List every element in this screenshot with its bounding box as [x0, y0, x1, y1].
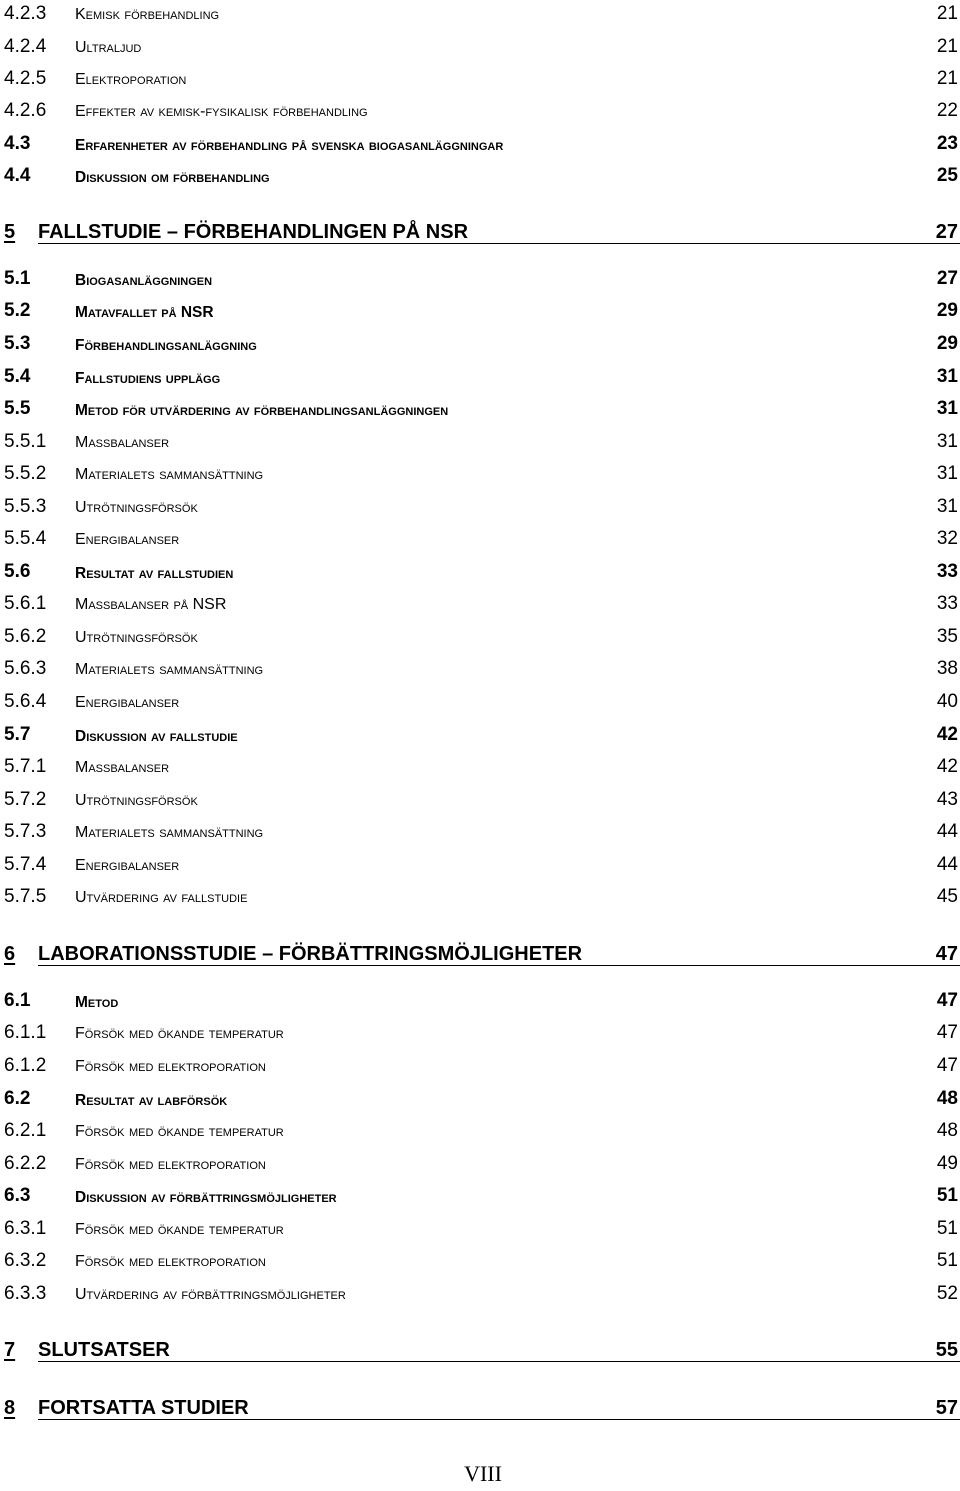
toc-title: Elektroporation — [75, 71, 187, 88]
toc-page-number: 21 — [936, 3, 958, 24]
toc-entry-5-6[interactable] — [0, 557, 960, 587]
toc-entry-4-3[interactable] — [0, 129, 960, 159]
toc-title: Utrötningsförsök — [75, 792, 198, 809]
toc-page-number: 33 — [936, 593, 958, 614]
toc-entry-5-1[interactable] — [0, 264, 960, 294]
toc-title: Metod för utvärdering av förbehandlingsanläggningen — [75, 401, 449, 419]
toc-title: Försök med ökande temperatur — [75, 1123, 284, 1140]
toc-title: Massbalanser — [75, 434, 170, 451]
toc-page-number: 44 — [936, 854, 958, 875]
toc-page-number: 21 — [936, 36, 958, 57]
toc-entry-7[interactable] — [0, 1336, 960, 1366]
toc-page-number: 22 — [936, 100, 958, 121]
toc-entry-5-3[interactable] — [0, 329, 960, 359]
toc-entry-5-7-4[interactable] — [0, 850, 960, 880]
toc-title: Utvärdering av fallstudie — [75, 889, 248, 906]
toc-entry-5-5[interactable] — [0, 394, 960, 424]
toc-page-number: 44 — [936, 821, 958, 842]
toc-number: 5.6.4 — [4, 691, 47, 712]
toc-entry-5-7-2[interactable] — [0, 785, 960, 815]
toc-page-number: 29 — [936, 300, 958, 321]
toc-title: Fallstudiens upplägg — [75, 369, 221, 387]
toc-number: 5.6.3 — [4, 658, 47, 679]
toc-title: Ultraljud — [75, 39, 142, 56]
toc-page-number: 49 — [936, 1153, 958, 1174]
toc-title: Massbalanser — [75, 759, 170, 776]
toc-number: 5.5.3 — [4, 496, 47, 517]
toc-page-number: 31 — [936, 496, 958, 517]
heading-underline — [38, 965, 960, 966]
toc-number: 5 — [4, 221, 16, 243]
toc-number: 6.3 — [4, 1185, 31, 1206]
toc-page-number: 27 — [935, 221, 958, 243]
toc-number: 5.7 — [4, 724, 31, 745]
toc-title: Effekter av kemisk-fysikalisk förbehandling — [75, 103, 368, 120]
toc-entry-6-3-1[interactable] — [0, 1214, 960, 1244]
toc-title: Försök med elektroporation — [75, 1253, 266, 1270]
toc-number: 6.2.2 — [4, 1153, 47, 1174]
toc-entry-6-1-2[interactable] — [0, 1051, 960, 1081]
toc-number: 5.5.1 — [4, 431, 47, 452]
toc-entry-4-2-3[interactable] — [0, 0, 960, 29]
toc-number: 5.6 — [4, 561, 31, 582]
toc-page-number: 42 — [936, 724, 958, 745]
toc-page-number: 48 — [936, 1088, 958, 1109]
toc-entry-5-6-3[interactable] — [0, 654, 960, 684]
toc-number: 4.2.6 — [4, 100, 47, 121]
toc-entry-5-6-1[interactable] — [0, 589, 960, 619]
toc-title: Diskussion av förbättringsmöjligheter — [75, 1188, 337, 1206]
toc-title: Kemisk förbehandling — [75, 6, 220, 23]
toc-number: 6.2.1 — [4, 1120, 47, 1141]
toc-number: 6.3.2 — [4, 1250, 47, 1271]
toc-page-number: 29 — [936, 333, 958, 354]
toc-entry-5-7-5[interactable] — [0, 882, 960, 912]
toc-number: 5.7.1 — [4, 756, 47, 777]
toc-number: 6.1 — [4, 990, 31, 1011]
toc-title: Resultat av fallstudien — [75, 564, 234, 582]
toc-number: 6.1.1 — [4, 1022, 47, 1043]
toc-title: Materialets sammansättning — [75, 661, 264, 678]
toc-entry-6-3-3[interactable] — [0, 1279, 960, 1309]
toc-entry-5[interactable] — [0, 218, 960, 248]
toc-number: 4.2.5 — [4, 68, 47, 89]
toc-page-number: 32 — [936, 528, 958, 549]
toc-title: Metod — [75, 993, 119, 1011]
toc-page-number: 38 — [936, 658, 958, 679]
toc-page-number: 48 — [936, 1120, 958, 1141]
toc-entry-5-7-3[interactable] — [0, 817, 960, 847]
page-number-footer: VIII — [464, 1461, 502, 1486]
toc-entry-5-4[interactable] — [0, 362, 960, 392]
toc-title: Försök med ökande temperatur — [75, 1025, 284, 1042]
toc-page-number: 40 — [936, 691, 958, 712]
toc-page-number: 31 — [936, 366, 958, 387]
heading-underline — [38, 243, 960, 244]
toc-title: FALLSTUDIE – FÖRBEHANDLINGEN PÅ NSR — [38, 221, 469, 243]
toc-entry-5-2[interactable] — [0, 296, 960, 326]
toc-entry-6-1[interactable] — [0, 986, 960, 1016]
toc-title: Försök med elektroporation — [75, 1058, 266, 1075]
toc-entry-5-6-2[interactable] — [0, 622, 960, 652]
toc-entry-8[interactable] — [0, 1394, 960, 1424]
toc-title: Försök med elektroporation — [75, 1156, 266, 1173]
toc-entry-6-3-2[interactable] — [0, 1246, 960, 1276]
toc-title: Energibalanser — [75, 694, 180, 711]
toc-title: Biogasanläggningen — [75, 271, 213, 289]
toc-entry-6-2-1[interactable] — [0, 1116, 960, 1146]
toc-entry-6-3[interactable] — [0, 1181, 960, 1211]
toc-title: Utrötningsförsök — [75, 629, 198, 646]
toc-entry-5-5-4[interactable] — [0, 524, 960, 554]
toc-entry-4-2-6[interactable] — [0, 96, 960, 126]
toc-title: Matavfallet på NSR — [75, 303, 214, 321]
toc-title: Materialets sammansättning — [75, 824, 264, 841]
toc-page-number: 27 — [936, 268, 958, 289]
toc-number: 4.2.3 — [4, 3, 47, 24]
toc-number: 8 — [4, 1397, 16, 1419]
toc-title: Diskussion om förbehandling — [75, 168, 270, 186]
toc-title: Energibalanser — [75, 857, 180, 874]
toc-page-number: 51 — [936, 1185, 958, 1206]
toc-number: 5.5.2 — [4, 463, 47, 484]
toc-page-number: 33 — [936, 561, 958, 582]
toc-title: Erfarenheter av förbehandling på svenska biogasanläggningar — [75, 136, 504, 154]
toc-number: 6 — [4, 943, 16, 965]
toc-page-number: 47 — [935, 943, 958, 965]
toc-entry-5-6-4[interactable] — [0, 687, 960, 717]
toc-number: 4.3 — [4, 133, 31, 154]
toc-number: 5.3 — [4, 333, 31, 354]
toc-title: Förbehandlingsanläggning — [75, 336, 257, 354]
toc-entry-5-7[interactable] — [0, 720, 960, 750]
toc-number: 6.3.3 — [4, 1283, 47, 1304]
toc-number: 5.7.2 — [4, 789, 47, 810]
toc-title: Massbalanser på NSR — [75, 596, 227, 613]
toc-entry-5-5-3[interactable] — [0, 492, 960, 522]
toc-page-number: 45 — [936, 886, 958, 907]
toc-page-number: 42 — [936, 756, 958, 777]
toc-page-number: 47 — [936, 1055, 958, 1076]
toc-page-number: 35 — [936, 626, 958, 647]
toc-number: 6.2 — [4, 1088, 31, 1109]
toc-number: 6.3.1 — [4, 1218, 47, 1239]
toc-title: Diskussion av fallstudie — [75, 727, 238, 745]
toc-entry-6-2-2[interactable] — [0, 1149, 960, 1179]
toc-number: 5.2 — [4, 300, 31, 321]
toc-title: Resultat av labförsök — [75, 1091, 228, 1109]
toc-number: 5.1 — [4, 268, 31, 289]
toc-number: 5.5 — [4, 398, 31, 419]
toc-title: Materialets sammansättning — [75, 466, 264, 483]
toc-entry-6-2[interactable] — [0, 1084, 960, 1114]
toc-title: Energibalanser — [75, 531, 180, 548]
toc-number: 5.7.3 — [4, 821, 47, 842]
heading-underline — [38, 1419, 960, 1420]
toc-number: 5.5.4 — [4, 528, 47, 549]
toc-number: 7 — [4, 1339, 16, 1361]
toc-title: Utrötningsförsök — [75, 499, 198, 516]
toc-number: 5.6.1 — [4, 593, 47, 614]
toc-title: Försök med ökande temperatur — [75, 1221, 284, 1238]
toc-number: 5.6.2 — [4, 626, 47, 647]
toc-entry-4-2-5[interactable] — [0, 64, 960, 94]
toc-page-number: 51 — [936, 1218, 958, 1239]
toc-number: 4.2.4 — [4, 36, 47, 57]
toc-page-number: 47 — [936, 990, 958, 1011]
toc-page-number: 51 — [936, 1250, 958, 1271]
toc-page-number: 55 — [935, 1339, 958, 1361]
toc-entry-5-5-1[interactable] — [0, 427, 960, 457]
toc-title: Utvärdering av förbättringsmöjligheter — [75, 1286, 346, 1303]
toc-page-number: 31 — [936, 463, 958, 484]
toc-entry-6-1-1[interactable] — [0, 1018, 960, 1048]
toc-page-number: 31 — [936, 398, 958, 419]
toc-title: FORTSATTA STUDIER — [38, 1397, 249, 1419]
toc-number: 5.7.4 — [4, 854, 47, 875]
toc-page-number: 25 — [936, 165, 958, 186]
heading-underline — [38, 1361, 960, 1362]
toc-page-number: 57 — [935, 1397, 958, 1419]
toc-number: 6.1.2 — [4, 1055, 47, 1076]
toc-number: 4.4 — [4, 165, 31, 186]
toc-entry-5-5-2[interactable] — [0, 459, 960, 489]
toc-page-number: 23 — [936, 133, 958, 154]
toc-page-number: 21 — [936, 68, 958, 89]
toc-page-number: 31 — [936, 431, 958, 452]
toc-title: LABORATIONSSTUDIE – FÖRBÄTTRINGSMÖJLIGHETER — [38, 943, 583, 965]
toc-entry-4-4[interactable] — [0, 161, 960, 191]
toc-page-number: 47 — [936, 1022, 958, 1043]
toc-entry-6[interactable] — [0, 940, 960, 970]
toc-number: 5.4 — [4, 366, 31, 387]
toc-number: 5.7.5 — [4, 886, 47, 907]
toc-page-number: 52 — [936, 1283, 958, 1304]
toc-entry-5-7-1[interactable] — [0, 752, 960, 782]
toc-page-number: 43 — [936, 789, 958, 810]
toc-entry-4-2-4[interactable] — [0, 32, 960, 62]
toc-title: SLUTSATSER — [38, 1339, 170, 1361]
